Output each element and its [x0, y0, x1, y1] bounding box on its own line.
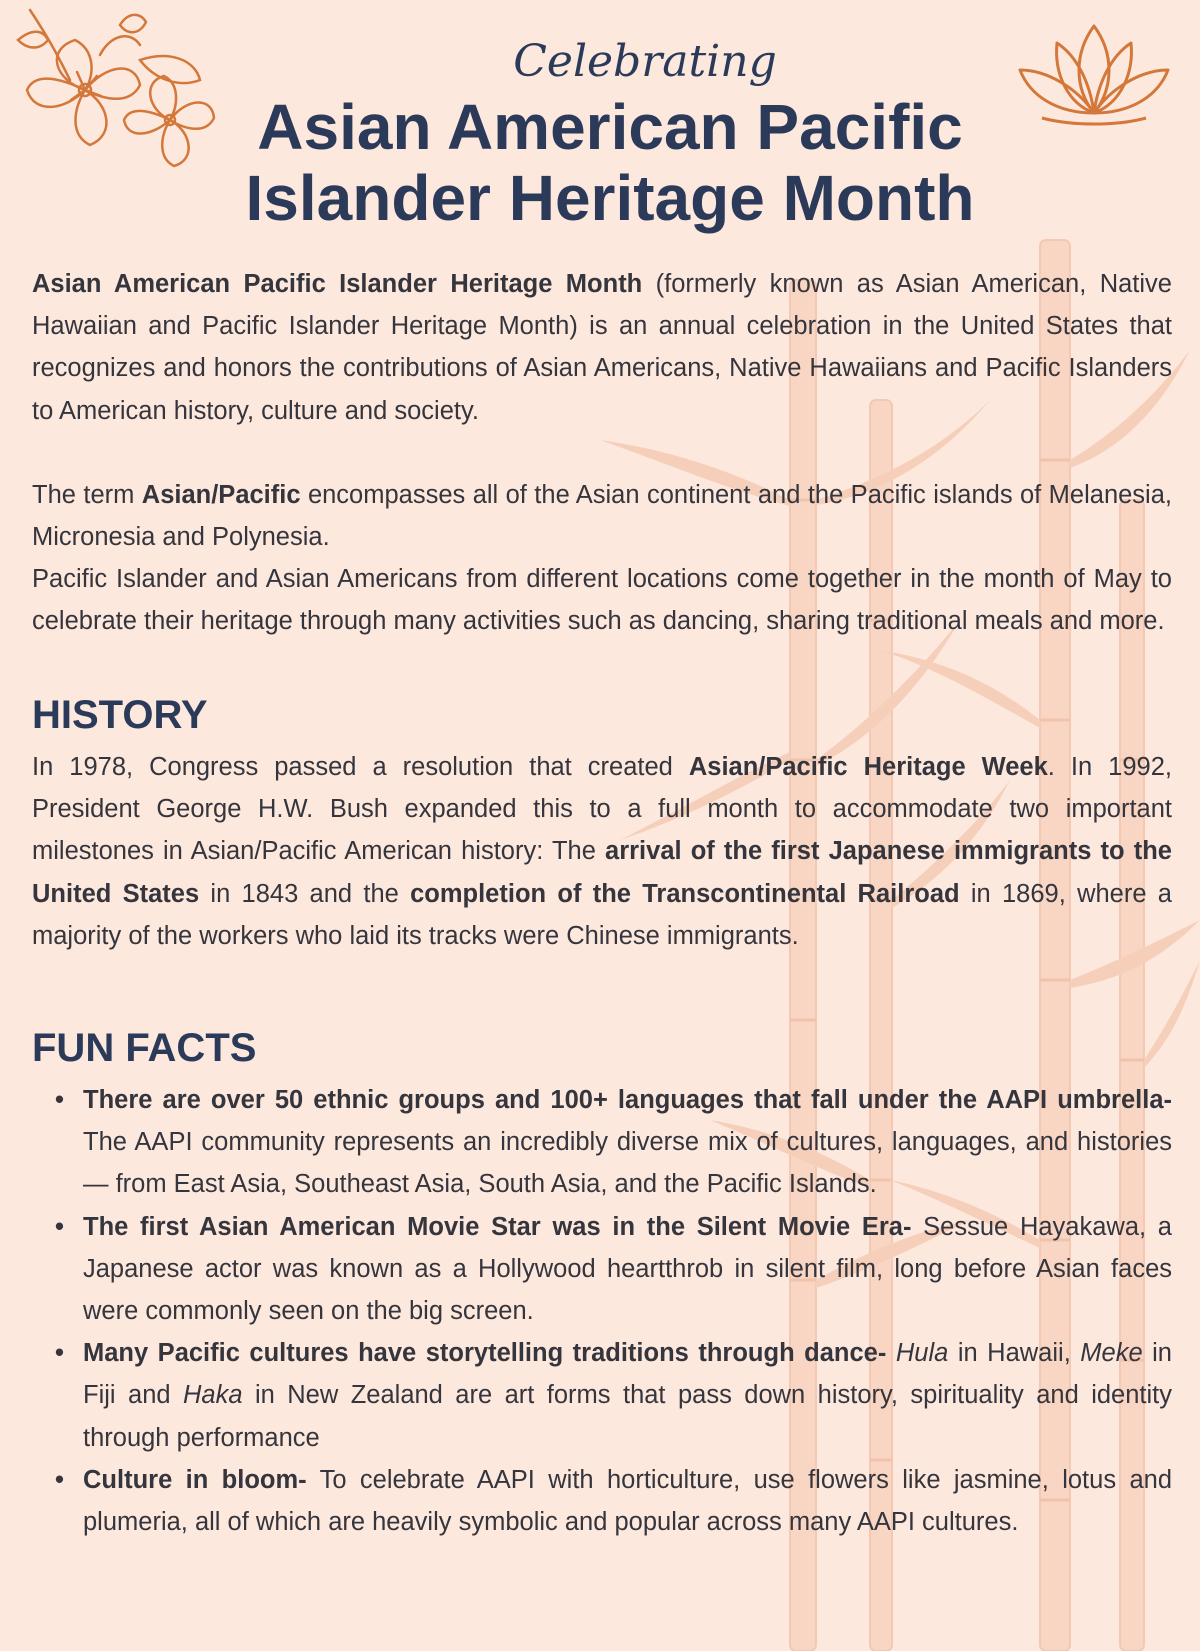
bullet-icon: •: [55, 1339, 64, 1368]
page-title: [0, 92, 1200, 234]
bullet-icon: •: [55, 1086, 64, 1114]
list-item: • There are over 50 ethnic groups and 100+ languages that fall under the AAPI umbrella- The AAPI community represents an incredibly diverse mix of cultures, languages, and histories — from East Asia, Southeast Asia, South Asia, and the Pacific Islands.: [32, 1079, 1172, 1206]
subtitle-celebrating: Celebrating: [513, 36, 777, 87]
bullet-icon: •: [55, 1212, 64, 1241]
intro-paragraph-2: The term Asian/Pacific encompasses all of the Asian continent and the Pacific islands of Melanesia, Micronesia and Polynesia.: [32, 481, 1172, 552]
history-paragraph: In 1978, Congress passed a resolution that created Asian/Pacific Heritage Week. In 1992, President George H.W. Bush expanded this to a full month to accommodate two important milestones in Asian/Pacific American history: The arrival of the first Japanese immigrants to the United States in 1843 and the completion of the Transcontinental Railroad in 1869, where a majority of the workers who laid its tracks were Chinese immigrants.: [32, 753, 1172, 950]
list-item: • The first Asian American Movie Star was in the Silent Movie Era- Sessue Hayakawa, a Japanese actor was known as a Hollywood heartthrob in silent film, long before Asian faces were commonly seen on the big screen.: [32, 1206, 1172, 1333]
intro-term-bold: Asian American Pacific Islander Heritage Month: [32, 270, 643, 298]
fun-facts-list: [32, 1079, 1172, 1543]
intro-paragraph-3: Pacific Islander and Asian Americans from different locations come together in the month of May to celebrate their heritage through many activities such as dancing, sharing traditional meals and more.: [32, 565, 1172, 636]
list-item: • Culture in bloom- To celebrate AAPI with horticulture, use flowers like jasmine, lotus and plumeria, all of which are heavily symbolic and popular across many AAPI cultures.: [32, 1459, 1172, 1543]
list-item: • Many Pacific cultures have storytelling traditions through dance- Hula in Hawaii, Meke in Fiji and Haka in New Zealand are art forms that pass down history, spirituality and identity through performance: [32, 1332, 1172, 1459]
intro-paragraph-1: Asian American Pacific Islander Heritage Month (formerly known as Asian American, Native Hawaiian and Pacific Islander Heritage Month) is an annual celebration in the United States that recognizes and honors the contributions of Asian Americans, Native Hawaiians and Pacific Islanders to American history, culture and society.: [32, 270, 1172, 425]
history-heading: HISTORY: [32, 693, 208, 737]
bullet-icon: •: [55, 1465, 64, 1494]
title-line-2: Islander Heritage Month: [245, 162, 975, 234]
title-line-1: Asian American Pacific: [257, 91, 963, 163]
fun-facts-heading: FUN FACTS: [32, 1026, 257, 1070]
